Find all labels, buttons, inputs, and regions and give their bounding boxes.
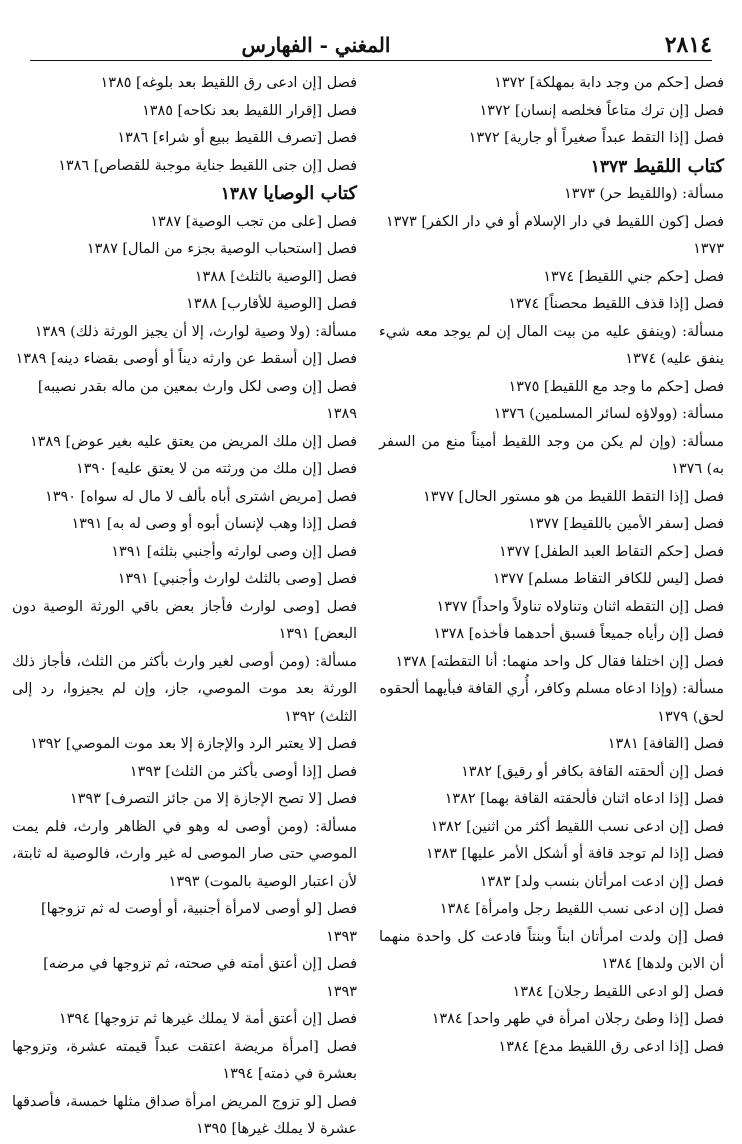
index-entry: فصل [تصرف اللقيط ببيع أو شراء] ١٣٨٦ [117, 130, 357, 146]
index-entry: مسألة: (واللقيط حر) ١٣٧٣ [564, 186, 724, 202]
index-entry: فصل [إن أعتق أمته في صحته، ثم تزوجها في مرضه] ١٣٩٣ [43, 956, 357, 1000]
index-entry: فصل [لو ادعى اللقيط رجلان] ١٣٨٤ [512, 983, 724, 1000]
section-heading-title: كتاب الوصايا [263, 183, 357, 204]
index-entry: مسألة: (ومن أوصى لغير وارث بأكثر من الثلث، فأجاز ذلك الورثة بعد موت الموصي، جاز، وإن لم يجيزوا، رد إلى الثلث) ١٣٩٢ [12, 653, 357, 725]
index-entry: فصل [إن أعتق أمة لا يملك غيرها ثم تزوجها] ١٣٩٤ [58, 1011, 357, 1027]
index-entry: فصل [وصى لوارث فأجاز بعض باقي الورثة الوصية دون البعض] ١٣٩١ [12, 598, 357, 642]
index-entry: فصل [إن اختلفا فقال كل واحد منهما: أنا التقطته] ١٣٧٨ [395, 653, 724, 670]
index-column-left [12, 70, 357, 1144]
index-entry: فصل [إن التقطه اثنان وتناولاه تناولاً واحداً] ١٣٧٧ [436, 598, 724, 615]
index-entry: مسألة: (ولا وصية لوارث، إلا أن يجيز الورثة ذلك) ١٣٨٩ [34, 323, 357, 340]
index-entry: فصل [حكم التقاط العبد الطفل] ١٣٧٧ [499, 543, 724, 560]
index-entry: فصل [إن جنى اللقيط جناية موجبة للقصاص] ١٣٨٦ [58, 157, 357, 174]
index-entry: مسألة: (وينفق عليه من بيت المال إن لم يوجد معه شيء ينفق عليه) ١٣٧٤ [379, 323, 724, 367]
index-entry: مسألة: (وإن لم يكن من وجد اللقيط أميناً منع من السفر به) ١٣٧٦ [379, 433, 724, 477]
index-entry: فصل [لا تصح الإجازة إلا من جائز التصرف] ١٣٩٣ [69, 791, 357, 807]
index-entry: فصل [إذا ادعى رق اللقيط مدع] ١٣٨٤ [498, 1038, 724, 1055]
index-entry: فصل [إن ادعت امرأتان بنسب ولد] ١٣٨٣ [479, 873, 724, 890]
index-entry: فصل [إن ملك المريض من يعتق عليه بغير عوض] ١٣٨٩ [29, 433, 357, 450]
index-entry: فصل [حكم من وجد دابة بمهلكة] ١٣٧٢ [494, 75, 724, 91]
section-heading-title: كتاب اللقيط [633, 155, 724, 177]
index-entry: فصل [ليس للكافر التقاط مسلم] ١٣٧٧ [492, 571, 724, 587]
index-entry: فصل [إذا ادعاه اثنان فألحقته القافة بهما] ١٣٨٢ [444, 791, 724, 807]
index-entry: فصل [على من تجب الوصية] ١٣٨٧ [150, 213, 357, 230]
running-title: المغني - الفهارس [241, 33, 391, 57]
index-entry: فصل [إن ترك متاعاً فخلصه إنسان] ١٣٧٢ [479, 102, 724, 119]
index-entry: فصل [إذا التقط عبداً صغيراً أو جارية] ١٣٧٢ [468, 130, 724, 146]
index-entry: فصل [لو أوصى لامرأة أجنبية، أو أوصت له ثم تزوجها] ١٣٩٣ [40, 901, 357, 945]
index-entry: فصل [إذا وطئ رجلان امرأة في طهر واحد] ١٣٨٤ [431, 1011, 724, 1027]
index-entry: فصل [إذا قذف اللقيط محصناً] ١٣٧٤ [508, 296, 724, 312]
index-entry: فصل [الوصية بالثلث] ١٣٨٨ [194, 268, 357, 285]
index-entry: فصل [إذا وهب لإنسان أبوه أو وصى له به] ١٣٩١ [71, 516, 357, 532]
index-entry: فصل [امرأة مريضة اعتقت عبداً قيمته عشرة، وتزوجها بعشرة في ذمته] ١٣٩٤ [12, 1038, 357, 1082]
index-entry: فصل [حكم جني اللقيط] ١٣٧٤ [543, 268, 724, 285]
index-entry: فصل [كون اللقيط في دار الإسلام أو في دار الكفر] ١٣٧٣ ١٣٧٣ [385, 213, 724, 257]
index-entry: مسألة: (وإذا ادعاه مسلم وكافر، أُري القافة فبأيهما ألحقوه لحق) ١٣٧٩ [379, 681, 724, 725]
index-entry: فصل [إن ادعى نسب اللقيط رجل وامرأة] ١٣٨٤ [439, 901, 724, 917]
index-entry: فصل [إن وصى لوارثه وأجنبي بثلثه] ١٣٩١ [111, 543, 357, 560]
index-entry: فصل [القافة] ١٣٨١ [607, 736, 724, 752]
index-entry: مسألة: (وولاؤه لسائر المسلمين) ١٣٧٦ [493, 406, 724, 422]
index-entry: فصل [إن ولدت امرأتان ابناً وبنتاً فادعت كل واحدة منهما أن الابن ولدها] ١٣٨٤ [379, 928, 724, 972]
index-entry: فصل [إن وصى لكل وارث بمعين من ماله بقدر نصيبه] ١٣٨٩ [37, 378, 357, 422]
index-entry: فصل [إن ملك من ورثته من لا يعتق عليه] ١٣٩٠ [76, 461, 357, 477]
index-entry: فصل [إن ادعى رق اللقيط بعد بلوغه] ١٣٨٥ [100, 75, 357, 91]
index-entry: فصل [إقرار اللقيط بعد نكاحه] ١٣٨٥ [142, 102, 357, 119]
index-entry: فصل [استحباب الوصية بجزء من المال] ١٣٨٧ [86, 241, 357, 257]
index-entry: فصل [لا يعتبر الرد والإجازة إلا بعد موت الموصي] ١٣٩٢ [30, 736, 357, 752]
index-entry: فصل [مريض اشترى أباه بألف لا مال له سواه] ١٣٩٠ [45, 488, 357, 505]
index-entry: فصل [إذا أوصى بأكثر من الثلث] ١٣٩٣ [129, 763, 357, 780]
index-entry: فصل [إذا لم توجد قافة أو أشكل الأمر عليها] ١٣٨٣ [425, 846, 724, 862]
section-heading-page: ١٣٧٣ [590, 156, 628, 177]
index-entry: فصل [الوصية للأقارب] ١٣٨٨ [186, 296, 357, 312]
section-heading-page: ١٣٨٧ [220, 184, 258, 204]
section-heading [379, 153, 724, 182]
page-number: ٢٨١٤ [664, 32, 712, 58]
index-entry: فصل [لو تزوج المريض امرأة صداق مثلها خمسة، فأصدقها عشرة لا يملك غيرها] ١٣٩٥ [12, 1093, 357, 1137]
index-entry: فصل [إذا التقط اللقيط من هو مستور الحال] ١٣٧٧ [423, 488, 724, 505]
header-divider [30, 60, 712, 61]
index-entry: فصل [إن أسقط عن وارثه ديناً أو أوصى بقضاء دينه] ١٣٨٩ [15, 351, 357, 367]
page-header [30, 30, 712, 60]
index-entry: مسألة: (ومن أوصى له وهو في الظاهر وارث، فلم يمت الموصي حتى صار الموصى له غير وارث، فالوصية له ثابتة، لأن اعتبار الوصية بالموت) ١٣٩٣ [12, 818, 357, 890]
index-entry: فصل [إن رأياه جميعاً فسبق أحدهما فأخذه] ١٣٧٨ [433, 626, 724, 642]
index-entry: فصل [حكم ما وجد مع اللقيط] ١٣٧٥ [508, 378, 724, 395]
index-entry: فصل [إن ادعى نسب اللقيط أكثر من اثنين] ١٣٨٢ [430, 818, 724, 835]
section-heading [12, 180, 357, 209]
index-entry: فصل [وصى بالثلث لوارث وأجنبي] ١٣٩١ [117, 571, 357, 587]
index-entry: فصل [سفر الأمين باللقيط] ١٣٧٧ [527, 516, 724, 532]
index-column-right [379, 70, 724, 1061]
index-entry: فصل [إن ألحقته القافة بكافر أو رقيق] ١٣٨٢ [461, 763, 724, 780]
